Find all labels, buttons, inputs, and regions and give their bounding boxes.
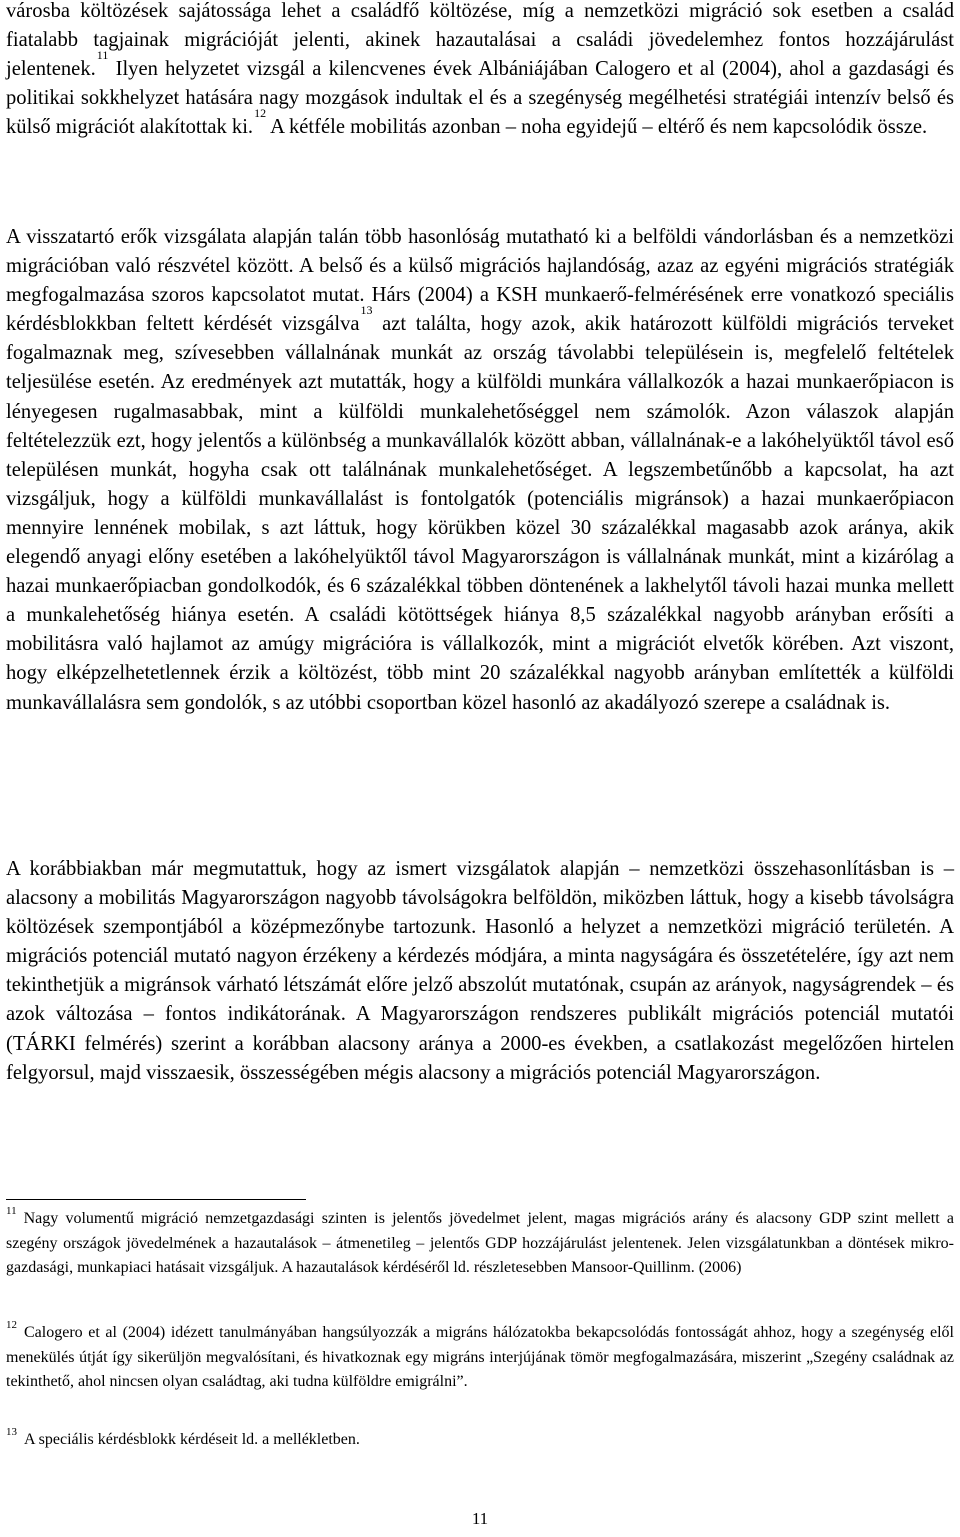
footnote-ref-13: 13: [360, 303, 373, 318]
body-paragraph-2: [6, 223, 954, 718]
paragraph-2-text-b: azt találta, hogy azok, akik határozott külföldi migrációs terveket fogalmaznak meg, szívesebben vállalnának munkát az ország távolabbi településein is, megfelelő feltételek teljesülése esetén. Az eredmények azt mutatták, hogy a külföldi munkára vállalkozók a hazai munkaerőpiacon is lényegesen rugalmasabbak, mint a külföldi munkalehetőséggel nem számolók. Azon válaszok alapján feltételezzük ezt, hogy jelentős a különbség a munkavállalók között abban, vállalnának-e a lakóhelyüktől távol eső településen munkát, hogyha csak ott találnának munkalehetőséget. A legszembetűnőbb a kapcsolat, ha azt vizsgáljuk, hogy a külföldi munkavállalást is fontolgatók (potenciális migránsok) a hazai munkaerőpiacon mennyire lennének mobilak, s azt láttuk, hogy körükben közel 30 százalékkal magasabb azok aránya, akik elegendő anyagi előny esetében a lakóhelyüktől távol Magyarországon is vállalnának munkát, mint a kizárólag a hazai munkaerőpiacban gondolkodók, és 6 százalékkal többen döntenének a lakhelytől távoli hazai munka mellett a munkalehetőség hiánya esetén. A családi kötöttségek hiánya 8,5 százalékkal nagyobb arányban erősíti a mobilitásra való hajlamot az amúgy migrációra is vállalkozók, mint a migrációt elvetők körében. Azt viszont, hogy elképzelhetetlennek érzik a költözést, több mint 20 százalékkal nagyobb arányban említették a külföldi munkavállalásra sem gondolók, s az utóbbi csoportban közel hasonló az akadályozó szerepe a családnak is.: [6, 313, 954, 714]
footnote-13: [6, 1428, 954, 1453]
footnote-number: 13: [6, 1426, 17, 1438]
footnote-ref-11: 11: [96, 48, 109, 63]
footnote-text: Nagy volumentű migráció nemzetgazdasági szinten is jelentős jövedelmet jelent, magas migrációs arány és alacsony GDP szint mellett a szegény országok jövedelmének a hazautalások – átmenetileg – jelentős GDP hozzájárulást jelentenek. Jelen vizsgálatunkban a döntések mikro-gazdasági, munkapiaci hatásait vizsgáljuk. A hazautalások kérdéséről ld. részletesebben Mansoor-Quillinm. (2006): [6, 1210, 954, 1276]
body-paragraph-3: A korábbiakban már megmutattuk, hogy az ismert vizsgálatok alapján – nemzetközi összehasonlításban is – alacsony a mobilitás Magyarországon nagyobb távolságokra belföldön, miközben láttuk, hogy a kisebb távolságra költözések szempontjából a középmezőnybe tartozunk. Hasonló a helyzet a nemzetközi migráció területén. A migrációs potenciál mutató nagyon érzékeny a kérdezés módjára, a minta nagyságára és összetételére, így azt nem tekinthetjük a migránsok várható létszámát előre jelző abszolút mutatónak, csupán az arányok, nagyságrendek – és azok változása – fontos indikátorának. A Magyarországon rendszeres publikált migrációs potenciál mutatói (TÁRKI felmérés) szerint a korábban alacsony aránya a 2000-es években, a csatlakozást megelőzően hirtelen felgyorsul, majd visszaesik, összességében mégis alacsony a migrációs potenciál Magyarországon.: [6, 858, 954, 1084]
paragraph-1-text-b: Ilyen helyzetet vizsgál a kilencvenes évek Albániájában Calogero et al (2004), ahol a gazdasági és politikai sokkhelyzet hatására nagy mozgások indultak el és a szegénység megélhetési stratégiái intenzív belső és külső migrációt alakítottak ki.: [6, 58, 954, 139]
paragraph-1-text-c: A kétféle mobilitás azonban – noha egyidejű – eltérő és nem kapcsolódik össze.: [266, 116, 928, 139]
footnote-number: 11: [6, 1205, 17, 1217]
footnote-ref-12: 12: [254, 106, 267, 121]
paragraph-1-text-a: városba költözések sajátossága lehet a családfő költözése, míg a nemzetközi migráció sok esetben a család fiatalabb tagjainak migrációját jelenti, akinek hazautalásai a családi jövedelemhez fontos hozzájárulást jelentenek.: [6, 0, 954, 81]
footnote-text: Calogero et al (2004) idézett tanulmányában hangsúlyozzák a migráns hálózatokba bekapcsolódás fontosságát ahhoz, hogy a szegénység elől menekülés útját így sikerüljön megvalósítani, és hivatkoznak egy migráns interjújának tömör megfogalmazására, miszerint „Szegény családnak az tekinthető, ahol nincsen olyan családtag, aki tudna külföldre emigrálni”.: [6, 1324, 954, 1390]
paragraph-2-text-a: A visszatartó erők vizsgálata alapján talán több hasonlóság mutatható ki a belföldi vándorlásban és a nemzetközi migrációban való részvétel között. A belső és a külső migrációs hajlandóság, azaz az egyéni migrációs stratégiák megfogalmazása szoros kapcsolatot mutat. Hárs (2004) a KSH munkaerő-felmérésének erre vonatkozó speciális kérdésblokkban feltett kérdését vizsgálva: [6, 226, 954, 336]
page-number: 11: [471, 1509, 489, 1528]
footnote-text: A speciális kérdésblokk kérdéseit ld. a mellékletben.: [24, 1431, 360, 1448]
footnote-12: [6, 1321, 954, 1395]
footnote-separator: [6, 1199, 306, 1200]
footnote-11: [6, 1207, 954, 1281]
body-paragraph-1: [6, 0, 954, 142]
footnote-number: 12: [6, 1319, 17, 1331]
